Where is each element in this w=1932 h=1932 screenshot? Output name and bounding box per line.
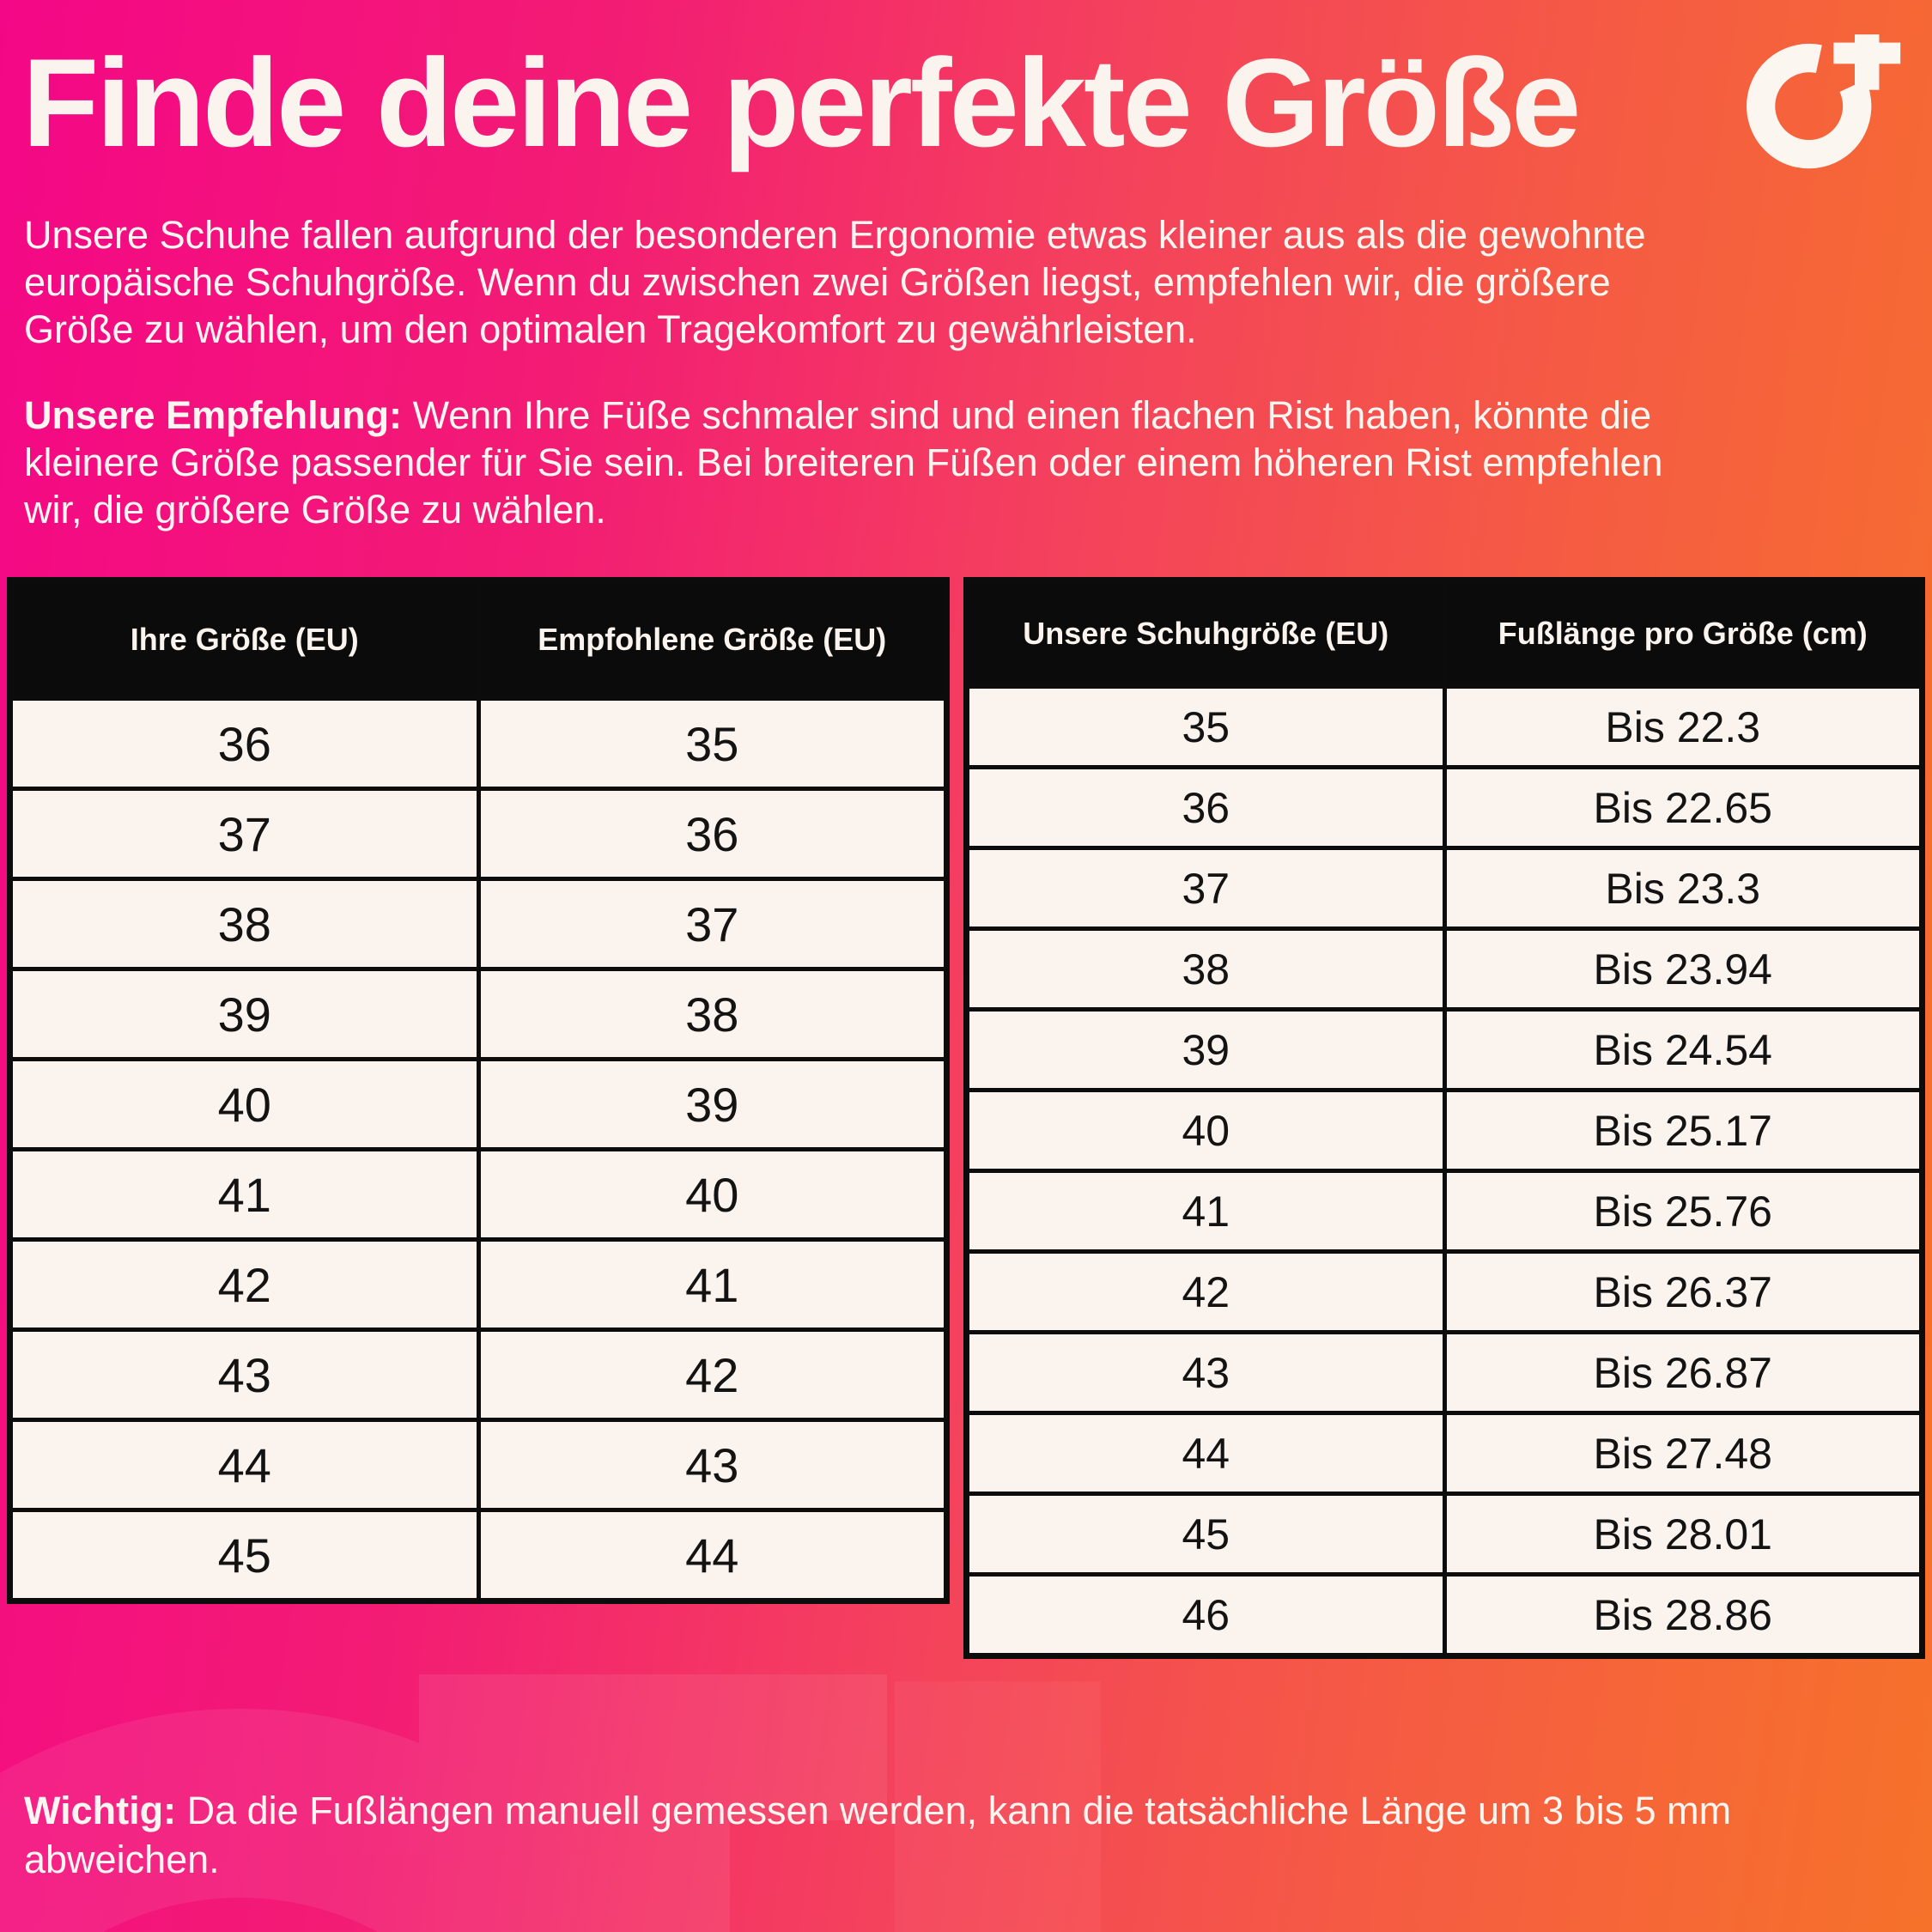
page-title: Finde deine perfekte Größe bbox=[22, 33, 1579, 173]
table-header-row bbox=[967, 580, 1923, 687]
footer-note-line bbox=[24, 1786, 1913, 1835]
table-cell: 42 bbox=[10, 1240, 479, 1330]
table-cell: 43 bbox=[478, 1420, 947, 1510]
footer-note bbox=[24, 1786, 1913, 1884]
table-cell: Bis 23.94 bbox=[1444, 929, 1923, 1010]
column-header: Empfohlene Größe (EU) bbox=[478, 580, 947, 699]
foot-length-table bbox=[963, 577, 1925, 1659]
table-row bbox=[967, 1091, 1923, 1171]
table-cell: Bis 25.76 bbox=[1444, 1171, 1923, 1252]
table-row bbox=[967, 1252, 1923, 1333]
table-row bbox=[10, 1240, 947, 1330]
table-cell: 41 bbox=[478, 1240, 947, 1330]
table-cell: 35 bbox=[967, 687, 1445, 768]
table-cell: Bis 27.48 bbox=[1444, 1413, 1923, 1494]
table-row bbox=[967, 1413, 1923, 1494]
intro-paragraph bbox=[24, 211, 1913, 353]
size-recommendation-table bbox=[7, 577, 950, 1604]
table-header-row bbox=[10, 580, 947, 699]
table-row bbox=[967, 929, 1923, 1010]
table-row bbox=[967, 1010, 1923, 1091]
table-cell: Bis 26.87 bbox=[1444, 1333, 1923, 1413]
table-cell: 38 bbox=[478, 969, 947, 1060]
table-cell: 38 bbox=[10, 879, 479, 969]
brand-logo bbox=[1741, 34, 1904, 189]
table-cell: 40 bbox=[478, 1150, 947, 1240]
table-row bbox=[10, 879, 947, 969]
table-row bbox=[967, 1171, 1923, 1252]
table-cell: 46 bbox=[967, 1575, 1445, 1656]
intro-line: europäische Schuhgröße. Wenn du zwischen zwei Größen liegst, empfehlen wir, die größere bbox=[24, 260, 1611, 304]
table-cell: 42 bbox=[967, 1252, 1445, 1333]
table-row bbox=[967, 1333, 1923, 1413]
table-row bbox=[10, 1510, 947, 1601]
recommendation-paragraph bbox=[24, 392, 1913, 533]
table-row bbox=[967, 1494, 1923, 1575]
table-cell: 40 bbox=[10, 1060, 479, 1150]
table-cell: Bis 25.17 bbox=[1444, 1091, 1923, 1171]
table-cell: Bis 22.65 bbox=[1444, 768, 1923, 848]
table-cell: 39 bbox=[478, 1060, 947, 1150]
recommendation-line bbox=[24, 392, 1913, 439]
table-cell: 37 bbox=[967, 848, 1445, 929]
table-row bbox=[967, 1575, 1923, 1656]
table-cell: 44 bbox=[967, 1413, 1445, 1494]
recommendation-line: kleinere Größe passender für Sie sein. Bei breiteren Füßen oder einem höheren Rist empfehlen bbox=[24, 440, 1663, 484]
table-row bbox=[967, 848, 1923, 929]
table-cell: 35 bbox=[478, 699, 947, 789]
table-cell: 45 bbox=[967, 1494, 1445, 1575]
table-cell: 43 bbox=[967, 1333, 1445, 1413]
table-cell: 41 bbox=[967, 1171, 1445, 1252]
table-cell: 38 bbox=[967, 929, 1445, 1010]
table-cell: Bis 24.54 bbox=[1444, 1010, 1923, 1091]
table-cell: Bis 23.3 bbox=[1444, 848, 1923, 929]
table-row bbox=[10, 969, 947, 1060]
table-cell: 43 bbox=[10, 1330, 479, 1420]
table-cell: 39 bbox=[967, 1010, 1445, 1091]
table-cell: Bis 28.01 bbox=[1444, 1494, 1923, 1575]
table-row bbox=[967, 768, 1923, 848]
footer-note-label: Wichtig: bbox=[24, 1789, 177, 1832]
table-row bbox=[10, 789, 947, 879]
table-cell: 42 bbox=[478, 1330, 947, 1420]
table-cell: 37 bbox=[10, 789, 479, 879]
table-row bbox=[10, 699, 947, 789]
intro-line: Unsere Schuhe fallen aufgrund der besonderen Ergonomie etwas kleiner aus als die gewohnte bbox=[24, 213, 1646, 257]
table-cell: 36 bbox=[10, 699, 479, 789]
recommendation-label: Unsere Empfehlung: bbox=[24, 393, 403, 437]
table-cell: 36 bbox=[967, 768, 1445, 848]
column-header: Fußlänge pro Größe (cm) bbox=[1444, 580, 1923, 687]
table-cell: 36 bbox=[478, 789, 947, 879]
intro-line: Größe zu wählen, um den optimalen Tragekomfort zu gewährleisten. bbox=[24, 307, 1197, 351]
table-cell: 39 bbox=[10, 969, 479, 1060]
footer-note-text: Da die Fußlängen manuell gemessen werden, kann die tatsächliche Länge um 3 bis 5 mm bbox=[186, 1789, 1732, 1832]
column-header: Ihre Größe (EU) bbox=[10, 580, 479, 699]
table-row bbox=[10, 1150, 947, 1240]
table-row bbox=[967, 687, 1923, 768]
o-plus-logo-icon bbox=[1741, 34, 1904, 185]
table-cell: Bis 26.37 bbox=[1444, 1252, 1923, 1333]
table-cell: 44 bbox=[478, 1510, 947, 1601]
table-cell: 45 bbox=[10, 1510, 479, 1601]
table-row bbox=[10, 1060, 947, 1150]
table-cell: 44 bbox=[10, 1420, 479, 1510]
recommendation-line: wir, die größere Größe zu wählen. bbox=[24, 488, 606, 532]
table-cell: Bis 22.3 bbox=[1444, 687, 1923, 768]
column-header: Unsere Schuhgröße (EU) bbox=[967, 580, 1445, 687]
table-cell: Bis 28.86 bbox=[1444, 1575, 1923, 1656]
table-row bbox=[10, 1420, 947, 1510]
table-row bbox=[10, 1330, 947, 1420]
table-cell: 37 bbox=[478, 879, 947, 969]
table-cell: 41 bbox=[10, 1150, 479, 1240]
footer-note-line: abweichen. bbox=[24, 1838, 220, 1881]
recommendation-text: Wenn Ihre Füße schmaler sind und einen flachen Rist haben, könnte die bbox=[412, 393, 1652, 437]
table-cell: 40 bbox=[967, 1091, 1445, 1171]
